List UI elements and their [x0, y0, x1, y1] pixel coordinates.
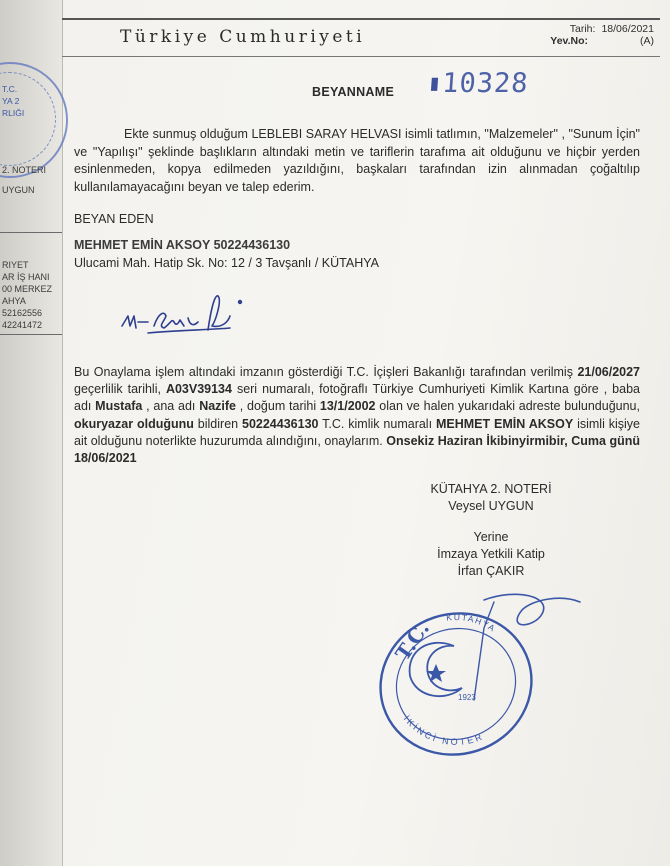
- seal-fragment: RLIĞI: [2, 108, 25, 118]
- seal-office-arc: [402, 714, 486, 747]
- id-serial-number: A03V39134: [165, 382, 232, 397]
- notary-block: [380, 481, 602, 515]
- document-header: [62, 18, 660, 57]
- seal-city-arc: [446, 612, 498, 634]
- person-name: MEHMET EMİN AKSOY: [435, 416, 574, 431]
- attestation-text: geçerlilik tarihli,: [74, 382, 166, 397]
- divider: [0, 334, 62, 335]
- document-title: BEYANNAME: [312, 85, 395, 99]
- tc-id-number: 50224436130: [242, 416, 319, 431]
- seal-office: İKİNCİ NOTER: [401, 713, 486, 747]
- date-value: 18/06/2021: [601, 23, 654, 35]
- date-label: Tarih:: [569, 23, 596, 35]
- notary-fragment: UYGUN: [2, 185, 35, 195]
- underlying-page-edge: [0, 0, 63, 866]
- attestation-text: isimli kişiye ait olduğunu noterlikte huzurumda alındığını, onaylarım.: [74, 416, 640, 448]
- attestation-text: olan ve halen yukarıdaki adreste bulunduğunu,: [375, 399, 640, 414]
- yev-label: Yev.No:: [550, 35, 588, 47]
- clerk-block: [380, 529, 602, 580]
- attestation-text: Bu Onaylama işlem altındaki imzanın gösterdiği T.C. İçişleri Bakanlığı tarafından verilmiş: [74, 365, 578, 379]
- notary-fragment: 2. NOTERI: [2, 165, 47, 175]
- attestation-text: , doğum tarihi: [236, 399, 320, 414]
- address-fragment: 52162556: [2, 308, 43, 318]
- father-name: Mustafa: [95, 399, 143, 414]
- attestation-text: bildiren: [193, 416, 242, 431]
- on-behalf-label: Yerine: [473, 530, 509, 544]
- header-meta: [550, 23, 654, 47]
- seal-year: 1923: [458, 693, 476, 702]
- seal-center-text: T.C.: [390, 616, 435, 665]
- attestation-paragraph: [74, 364, 640, 467]
- declarant-address: Ulucami Mah. Hatip Sk. No: 12 / 3 Tavşanlı / KÜTAHYA: [74, 256, 379, 270]
- star-icon: [426, 664, 446, 682]
- serial-number: 10328: [441, 68, 530, 99]
- declarant-label: BEYAN EDEN: [74, 212, 154, 226]
- address-fragment: AR İŞ HANI: [2, 272, 50, 282]
- address-fragment: RIYET: [2, 260, 29, 270]
- attestation-text: , ana adı: [142, 399, 200, 414]
- stamp-mark: ▮: [427, 71, 444, 96]
- declarant-signature: [118, 286, 278, 346]
- notary-name: Veysel UYGUN: [448, 499, 534, 513]
- mother-name: Nazife: [199, 399, 237, 414]
- address-fragment: AHYA: [2, 296, 26, 306]
- declarant-name: MEHMET EMİN AKSOY 50224436130: [74, 238, 291, 252]
- attestation-text: seri numaralı, fotoğraflı Türkiye Cumhuriyeti Kimlik Kartına göre , baba adı: [74, 382, 640, 414]
- yev-value: (A): [640, 35, 654, 47]
- notary-office: KÜTAHYA 2. NOTERİ: [430, 482, 552, 496]
- seal-city: KÜTAHYA: [445, 611, 498, 634]
- address-fragment: 00 MERKEZ: [2, 284, 53, 294]
- notary-seal-stamp: [366, 580, 586, 760]
- attestation-text: T.C. kimlik numaralı: [318, 416, 436, 431]
- declaration-text: Ekte sunmuş olduğum LEBLEBI SARAY HELVASI isimli tatlımın, "Malzemeler" , "Sunum İçin" ve "Yapılışı" şeklinde başlıkların altındaki metin ve tariflerin tarafıma ait olduğunu ve hiçbir yerden esinlenmeden, kopya edilmeden yazıldığını, başkaları tarafından izin alınmadan çoğaltılıp kullanılamayacağını beyan ve talep ederim.: [74, 127, 640, 194]
- attestation-date: Onsekiz Haziran İkibinyirmibir, Cuma günü 18/06/2021: [74, 433, 640, 466]
- serial-number-stamp: [427, 68, 530, 99]
- clerk-name: İrfan ÇAKIR: [457, 564, 525, 578]
- declaration-paragraph: [74, 126, 640, 196]
- divider: [0, 232, 62, 233]
- id-expiry-date: 21/06/2027: [577, 365, 640, 379]
- seal-fragment: YA 2: [2, 96, 20, 106]
- partial-seal-stamp: [0, 62, 68, 178]
- republic-title: Türkiye Cumhuriyeti: [120, 27, 366, 47]
- clerk-title: İmzaya Yetkili Katip: [437, 547, 545, 561]
- seal-fragment: T.C.: [2, 84, 18, 94]
- birth-date: 13/1/2002: [319, 399, 376, 414]
- address-fragment: 42241472: [2, 320, 43, 330]
- literacy-statement: okuryazar olduğunu: [74, 416, 194, 431]
